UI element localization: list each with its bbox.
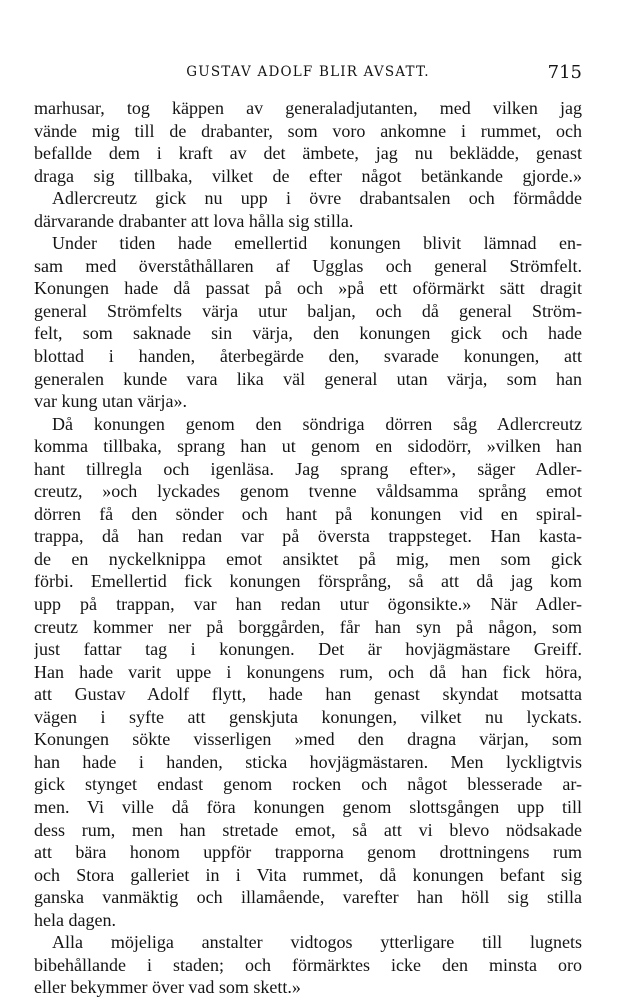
text-line: Alla möjeliga anstalter vidtogos ytterligare till lugnets — [52, 932, 582, 953]
text-line: eller bekymmer över vad som skett.» — [34, 977, 301, 998]
text-line: att Gustav Adolf flytt, hade han genast skyndat motsatta — [34, 684, 582, 705]
text-line: gick stynget endast genom rocken och något blesserade ar- — [34, 774, 582, 795]
text-line: creutz kommer ner på borggården, får han syn på någon, som — [34, 616, 582, 637]
text-line: blottad i handen, återbegärde den, svarade konungen, att — [34, 346, 582, 367]
text-line: var kung utan värja». — [34, 391, 187, 412]
text-line: creutz, »och lyckades genom tvenne våldsamma språng emot — [34, 481, 582, 502]
text-line: Adlercreutz gick nu upp i övre drabantsalen och förmådde — [52, 188, 582, 209]
text-line: befallde dem i kraft av det ämbete, jag nu beklädde, genast — [34, 143, 582, 164]
text-line: just fattar tag i konungen. Det är hovjägmästare Greiff. — [34, 639, 582, 660]
text-line: han hade i handen, sticka hovjägmästaren. Men lyckligtvis — [34, 751, 582, 772]
text-line: felt, som saknade sin värja, den konungen gick och hade — [34, 323, 582, 344]
text-line: ganska vanmäktig och illamående, varefter han höll sig stilla — [34, 887, 582, 908]
text-line: Konungen hade då passat på och »på ett oförmärkt sätt dragit — [34, 278, 582, 299]
text-line: Han hade varit uppe i konungens rum, och då han fick höra, — [34, 661, 582, 682]
text-line: dess rum, men han stretade emot, så att vi blevo nödsakade — [34, 819, 582, 840]
text-line: förbi. Emellertid fick konungen försprång, så att då jag kom — [34, 571, 582, 592]
text-line: draga sig tillbaka, vilket de efter något betänkande gjorde.» — [34, 165, 582, 186]
text-line: bibehållande i staden; och förmärktes icke den minsta oro — [34, 954, 582, 975]
text-line: dörren få den sönder och hant på konungen vid en spiral- — [34, 503, 582, 524]
text-line: vände mig till de drabanter, som voro ankomne i rummet, och — [34, 120, 582, 141]
text-line: Konungen sökte visserligen »med den dragna värjan, som — [34, 729, 582, 750]
text-line: och Stora galleriet in i Vita rummet, då konungen befant sig — [34, 864, 582, 885]
page-header — [34, 62, 582, 84]
text-line: Då konungen genom den söndriga dörren såg Adlercreutz — [52, 413, 582, 434]
text-line: komma tillbaka, sprang han ut genom en sidodörr, »vilken han — [34, 436, 582, 457]
text-line: hela dagen. — [34, 909, 116, 930]
page-number: 715 — [547, 62, 582, 83]
text-line: marhusar, tog käppen av generaladjutanten, med vilken jag — [34, 98, 582, 118]
text-line: därvarande drabanter att lova hålla sig stilla. — [34, 210, 354, 231]
text-line: de en nyckelknippa emot ansiktet på mig, men som gick — [34, 548, 582, 569]
text-line: hant tillregla och igenläsa. Jag sprang efter», säger Adler- — [34, 458, 582, 479]
text-line: general Strömfelts värja utur baljan, och då general Ström- — [34, 300, 582, 321]
text-line: Under tiden hade emellertid konungen blivit lämnad en- — [52, 233, 582, 254]
text-line: men. Vi ville då föra konungen genom slottsgången upp till — [34, 796, 582, 817]
running-title: GUSTAV ADOLF BLIR AVSATT. — [186, 64, 430, 80]
body-text — [34, 97, 582, 999]
text-line: sam med överståthållaren af Ugglas och general Strömfelt. — [34, 255, 582, 276]
text-line: generalen kunde vara lika väl general utan värja, som han — [34, 368, 582, 389]
text-line: upp på trappan, var han redan utur ögonsikte.» När Adler- — [34, 594, 582, 615]
text-line: vägen i syfte att genskjuta konungen, vilket nu lyckats. — [34, 706, 582, 727]
text-line: trappa, då han redan var på översta trappsteget. Han kasta- — [34, 526, 582, 547]
text-line: att bära honom uppför trapporna genom drottningens rum — [34, 842, 582, 863]
